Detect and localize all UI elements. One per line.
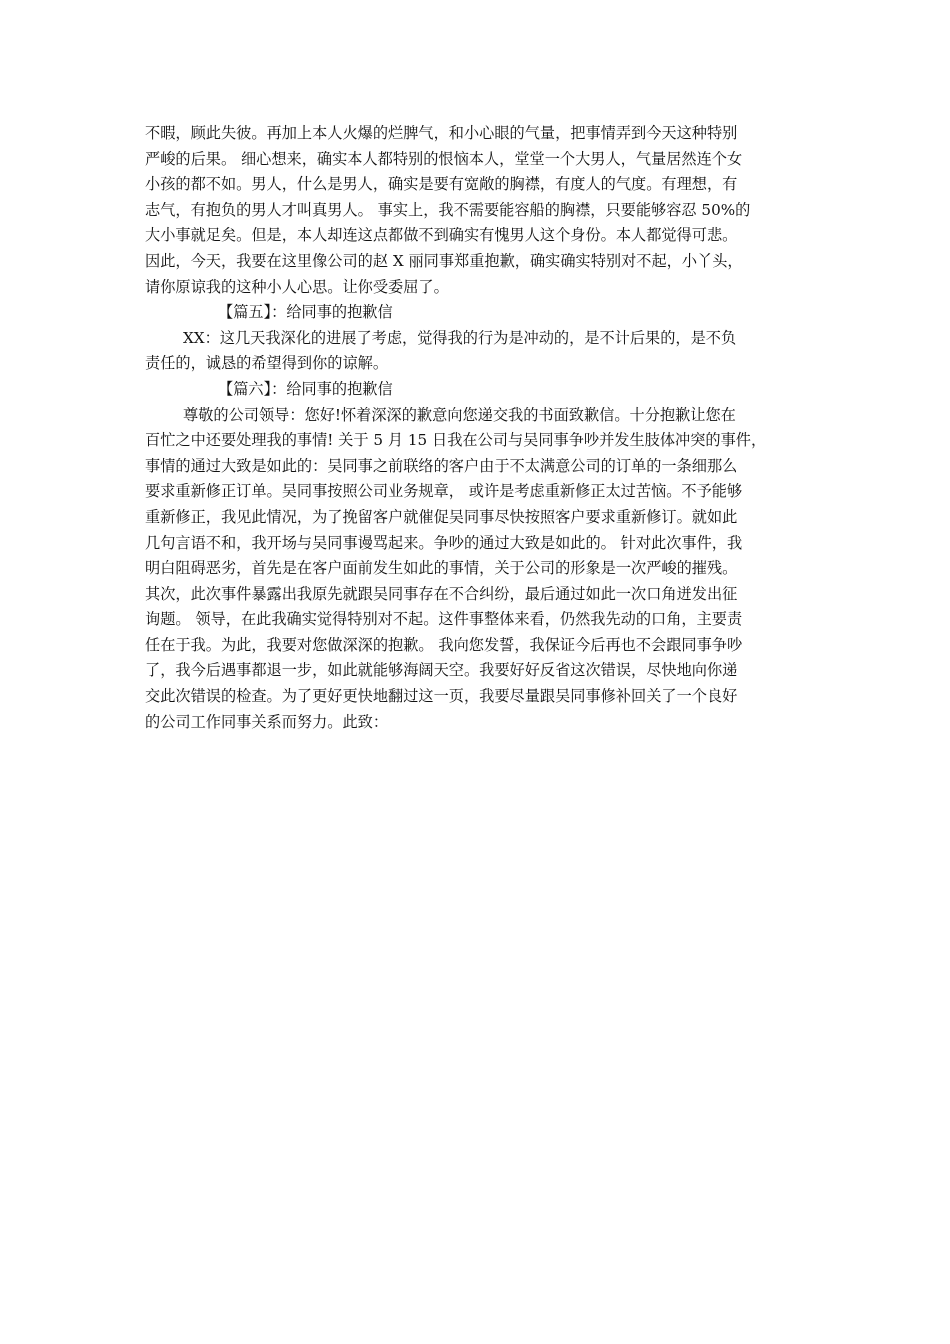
text-line: 责任的，诚恳的希望得到你的谅解。 [145, 354, 388, 373]
intro-paragraph [145, 121, 815, 300]
text-line: 询题。 领导，在此我确实觉得特别对不起。这件事整体来看，仍然我先动的口角，主要责 [145, 610, 743, 629]
section-6-paragraph [145, 403, 815, 736]
text-line: 志气，有抱负的男人才叫真男人。 事实上，我不需要能容船的胸襟，只要能够容忍 50%的 [145, 200, 751, 219]
section-6-heading: 【篇六】：给同事的抱歉信 [218, 379, 393, 398]
text-line: 事情的通过大致是如此的：吴同事之前联络的客户由于不太满意公司的订单的一条细那么 [145, 456, 738, 475]
text-line: 不暇，顾此失彼。再加上本人火爆的烂脾气，和小心眼的气量，把事情弄到今天这种特别 [145, 124, 738, 142]
text-line: 百忙之中还要处理我的事情! 关于 5 月 15 日我在公司与吴同事争吵并发生肢体冲突的事件， [145, 431, 767, 450]
section-5-paragraph [145, 326, 815, 377]
text-line: 了，我今后遇事都退一步，如此就能够海阔天空。我要好好反省这次错误，尽快地向你递 [145, 661, 738, 680]
section-5-heading: 【篇五】：给同事的抱歉信 [218, 303, 393, 322]
text-line: 任在于我。为此，我要对您做深深的抱歉。 我向您发誓，我保证今后再也不会跟同事争吵 [145, 635, 743, 654]
text-line: 请你原谅我的这种小人心思。让你受委屈了。 [145, 277, 449, 296]
document-body [145, 121, 815, 735]
text-line: 因此，今天，我要在这里像公司的赵 X 丽同事郑重抱歉，确实确实特别对不起，小丫头， [145, 251, 743, 270]
text-line: 严峻的后果。 细心想来，确实本人都特别的恨恼本人，堂堂一个大男人，气量居然连个女 [145, 149, 743, 168]
text-line: 交此次错误的检查。为了更好更快地翻过这一页，我要尽量跟吴同事修补回关了一个良好 [145, 687, 738, 706]
text-line: 几句言语不和，我开场与吴同事谩骂起来。争吵的通过大致是如此的。 针对此次事件，我 [145, 533, 743, 552]
text-line: 大小事就足矣。但是，本人却连这点都做不到确实有愧男人这个身份。本人都觉得可悲。 [145, 226, 738, 245]
text-line: 重新修正，我见此情况，为了挽留客户就催促吴同事尽快按照客户要求重新修订。就如此 [145, 507, 738, 526]
text-line: 其次，此次事件暴露出我原先就跟吴同事存在不合纠纷，最后通过如此一次口角迸发出征 [145, 584, 738, 603]
text-line: 小孩的都不如。男人，什么是男人，确实是要有宽敞的胸襟，有度人的气度。有理想，有 [145, 175, 738, 194]
text-line: 的公司工作同事关系而努力。此致： [145, 712, 388, 731]
text-line: 尊敬的公司领导：您好!怀着深深的歉意向您递交我的书面致歉信。十分抱歉让您在 [183, 405, 736, 424]
text-line: XX：这几天我深化的进展了考虑，觉得我的行为是冲动的，是不计后果的，是不负 [183, 328, 737, 347]
text-line: 要求重新修正订单。吴同事按照公司业务规章， 或许是考虑重新修正太过苦恼。不予能够 [145, 482, 743, 501]
text-line: 明白阻碍恶劣，首先是在客户面前发生如此的事情，关于公司的形象是一次严峻的摧残。 [145, 559, 738, 578]
